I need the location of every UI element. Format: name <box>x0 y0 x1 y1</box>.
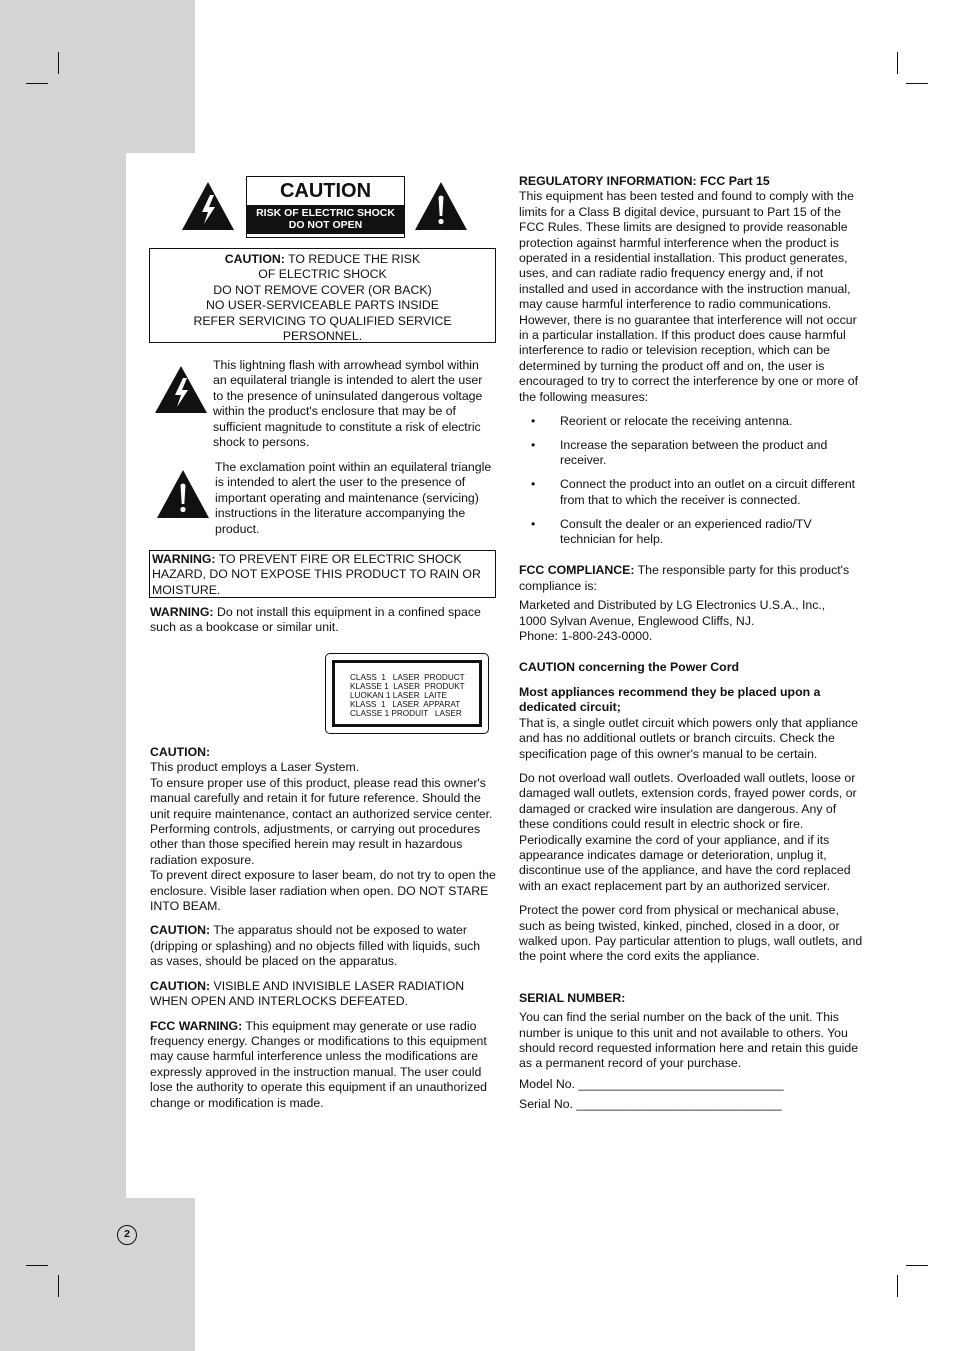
caution-text: DO NOT REMOVE COVER (OR BACK) <box>213 282 432 297</box>
list-item: • Connect the product into an outlet on a circuit different from that to which the receiver is connected. <box>519 477 863 508</box>
laser-label-line: KLASSE 1 LASER PRODUKT <box>350 682 465 692</box>
warning-box <box>149 550 496 598</box>
warning-text: TO PREVENT FIRE OR ELECTRIC SHOCK HAZARD, DO NOT EXPOSE THIS PRODUCT TO RAIN OR MOISTURE. <box>152 552 481 597</box>
lightning-triangle-icon <box>181 181 235 231</box>
laser-label-line: CLASS 1 LASER PRODUCT <box>350 673 465 682</box>
power-cord-paragraph: That is, a single outlet circuit which powers only that appliance and has no additional outlets or branch circuits. Check the specification page of this owner's manual to be certain. <box>519 715 859 761</box>
caution-subtitle <box>247 205 404 234</box>
caution-text: REFER SERVICING TO QUALIFIED SERVICE <box>193 313 452 328</box>
caution-title: CAUTION <box>279 180 372 202</box>
caution-laser-section <box>150 745 496 914</box>
warning-install-paragraph <box>150 605 496 636</box>
laser-class-label <box>325 653 489 734</box>
caution-water-paragraph <box>150 923 496 969</box>
page-number: 2 <box>117 1225 137 1245</box>
crop-mark <box>897 1275 898 1297</box>
fcc-warning-label: FCC WARNING: <box>150 1018 243 1033</box>
exclamation-triangle-icon <box>414 181 468 231</box>
caution-text: PERSONNEL. <box>282 329 363 344</box>
laser-label-line: LUOKAN 1 LASER LAITE <box>350 691 447 701</box>
left-column-lower <box>150 745 496 1111</box>
crop-mark <box>26 1265 48 1266</box>
warning-install-text: Do not install this equipment in a confined space such as a bookcase or similar unit. <box>150 605 481 635</box>
caution-subtitle-line: RISK OF ELECTRIC SHOCK <box>256 207 395 219</box>
lightning-symbol-explanation: This lightning flash with arrowhead symbol within an equilateral triangle is intended to alert the user to the presence of uninsulated dangerous voltage within the product's enclosure that may be of sufficient magnitude to constitute a risk of electric shock to persons. <box>213 358 483 450</box>
laser-label-line: CLASSE 1 PRODUIT LASER <box>350 709 462 719</box>
left-gray-margin-bottom <box>0 1198 195 1351</box>
serial-number-heading: SERIAL NUMBER: <box>519 990 626 1005</box>
caution-reduce-box <box>149 248 496 343</box>
distributor-address: Marketed and Distributed by LG Electronics U.S.A., Inc., 1000 Sylvan Avenue, Englewood Cliffs, NJ. Phone: 1-800-243-0000. <box>519 598 826 644</box>
fcc-compliance-label: FCC COMPLIANCE: <box>519 563 635 578</box>
left-gray-margin <box>0 153 126 1198</box>
laser-class-label-inner <box>332 660 482 727</box>
caution-radiation-paragraph <box>150 979 496 1010</box>
crop-mark <box>58 52 59 74</box>
serial-number-field[interactable]: Serial No. ______________________________ <box>519 1097 782 1112</box>
list-item: • Consult the dealer or an experienced radio/TV technician for help. <box>519 517 863 548</box>
list-item: • Increase the separation between the product and receiver. <box>519 438 863 469</box>
crop-mark <box>58 1275 59 1297</box>
serial-number-body: You can find the serial number on the back of the unit. This number is unique to this unit and not available to others. You should record requested information here and retain this guide as a permanent record of your purchase. <box>519 1010 859 1071</box>
lightning-triangle-icon <box>154 365 208 414</box>
caution-label-bold: CAUTION: <box>150 923 211 938</box>
caution-laser-body: This product employs a Laser System. To ensure proper use of this product, please read this owner's manual carefully and retain it for future reference. Should the unit require maintenance, contact an authorized service center. Performing controls, adjustments, or carrying out procedures other than those specified herein may result in hazardous radiation exposure. To prevent direct exposure to laser beam, do not try to open the enclosure. Visible laser radiation when open. DO NOT STARE INTO BEAM. <box>150 760 496 914</box>
warning-label-bold: WARNING: <box>152 552 216 566</box>
caution-laser-heading: CAUTION: <box>150 745 211 759</box>
exclamation-triangle-icon <box>156 469 210 519</box>
fcc-warning-paragraph <box>150 1019 496 1111</box>
caution-water-text: The apparatus should not be exposed to water (dripping or splashing) and no objects filled with liquids, such as vases, should be placed on the apparatus. <box>150 923 481 969</box>
power-cord-paragraph: Do not overload wall outlets. Overloaded wall outlets, loose or damaged wall outlets, extension cords, frayed power cords, or damaged or cracked wire insulation are dangerous. Any of these conditions could result in electric shock or fire. Periodically examine the cord of your appliance, and if its appearance indicates damage or deterioration, unplug it, discontinue use of the appliance, and have the cord replaced with an exact replacement part by an authorized servicer. <box>519 770 857 893</box>
crop-mark <box>906 83 928 84</box>
fcc-compliance-paragraph <box>519 563 863 594</box>
left-gray-margin-top <box>0 0 195 153</box>
regulatory-body: This equipment has been tested and found to comply with the limits for a Class B digital device, pursuant to Part 15 of the FCC Rules. These limits are designed to provide reasonable protection against harmful interference when the product is operated in a residential installation. This product generates, uses, and can radiate radio frequency energy and, if not installed and used in accordance with the instruction manual, may cause harmful interference to radio communications. However, there is no guarantee that interference will not occur in a particular installation. If this product does cause harmful interference to radio or television reception, which can be determined by turning the product off and on, the user is encouraged to try to correct the interference by one or more of the following measures: <box>519 189 859 404</box>
regulatory-heading: REGULATORY INFORMATION: FCC Part 15 <box>519 174 770 188</box>
caution-text: TO REDUCE THE RISK <box>284 252 421 266</box>
fcc-warning-text: This equipment may generate or use radio frequency energy. Changes or modifications to this equipment may cause harmful interference unless the modifications are expressly approved in the instruction manual. The user could lose the authority to operate this equipment if an unauthorized change or modification is made. <box>150 1018 488 1110</box>
warning-label-bold: WARNING: <box>150 605 214 619</box>
model-number-field[interactable]: Model No. ______________________________ <box>519 1076 784 1091</box>
right-column <box>519 174 863 1113</box>
caution-label <box>246 176 405 238</box>
exclamation-symbol-explanation: The exclamation point within an equilateral triangle is intended to alert the user to the presence of important operating and maintenance (servicing) instructions in the literature accompanying the product. <box>215 460 492 536</box>
crop-mark <box>26 83 48 84</box>
list-item: • Reorient or relocate the receiving antenna. <box>519 414 863 429</box>
caution-text: OF ELECTRIC SHOCK <box>258 267 387 282</box>
measures-list <box>519 414 863 547</box>
laser-label-line: KLASS 1 LASER APPARAT <box>350 700 461 710</box>
crop-mark <box>897 52 898 74</box>
power-cord-paragraph: Protect the power cord from physical or mechanical abuse, such as being twisted, kinked, pinched, closed in a door, or walked upon. Pay particular attention to plugs, wall outlets, and the point where the cord exits the appliance. <box>519 903 863 964</box>
power-cord-subheading: Most appliances recommend they be placed upon a dedicated circuit; <box>519 684 821 715</box>
caution-label-bold: CAUTION: <box>224 252 285 266</box>
fcc-compliance-text: The responsible party for this product's compliance is: <box>519 563 850 593</box>
crop-mark <box>906 1265 928 1266</box>
caution-label-bold: CAUTION: <box>150 978 211 993</box>
caution-text: NO USER-SERVICEABLE PARTS INSIDE <box>205 298 440 313</box>
caution-subtitle-line: DO NOT OPEN <box>288 218 363 231</box>
power-cord-heading: CAUTION concerning the Power Cord <box>519 660 739 675</box>
caution-radiation-text: VISIBLE AND INVISIBLE LASER RADIATION WHEN OPEN AND INTERLOCKS DEFEATED. <box>150 978 465 1009</box>
